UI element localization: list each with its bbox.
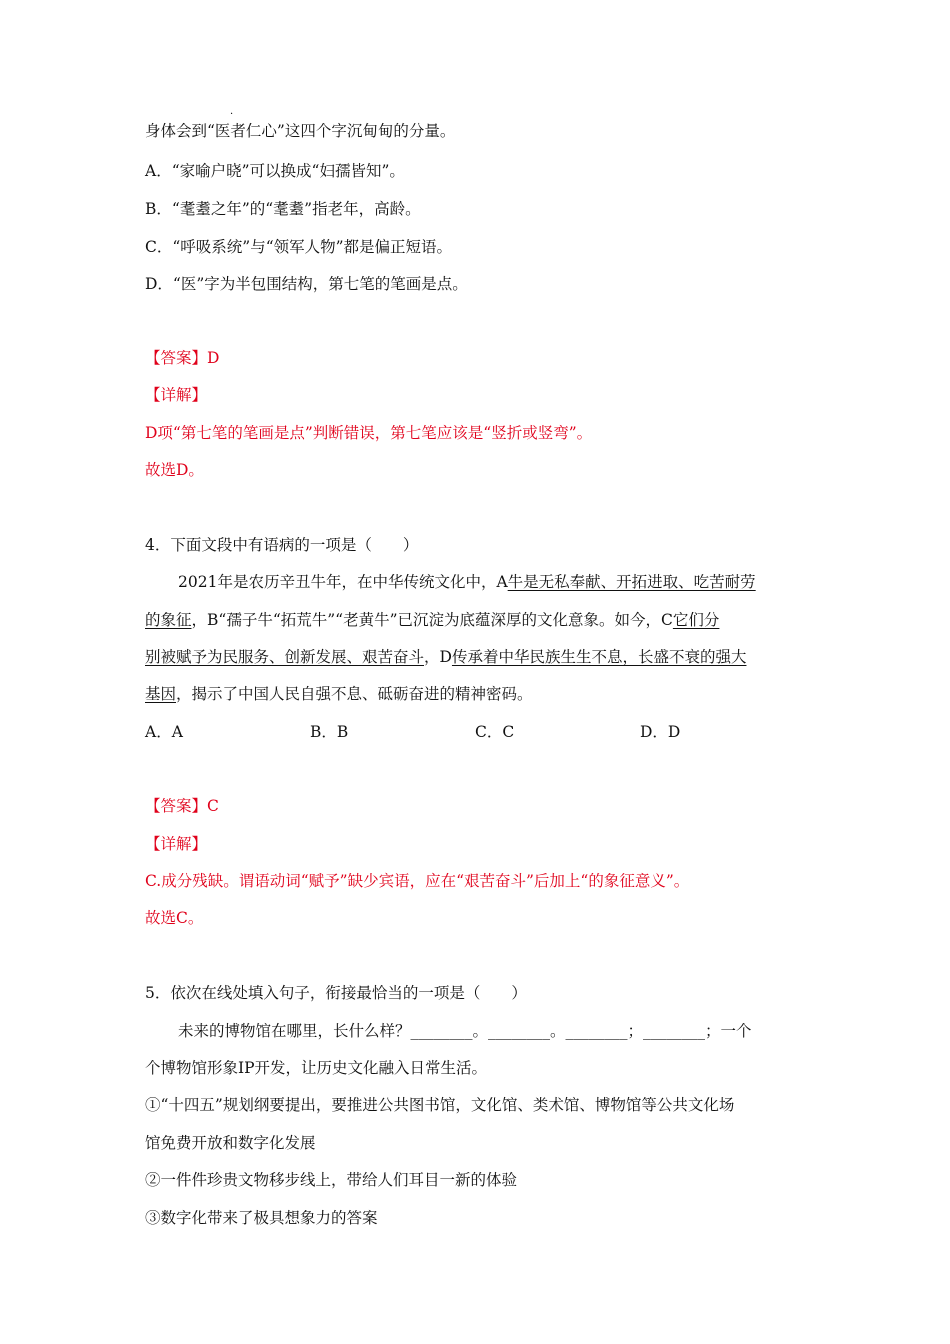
q4-detail-line-2: 故选C。 — [145, 909, 204, 927]
q3-option-a: A．“家喻户晓”可以换成“妇孺皆知”。 — [145, 162, 405, 180]
q5-item-3: ③数字化带来了极具想象力的答案 — [145, 1209, 378, 1227]
q3-stem-tail: 身体会到“医者仁心”这四个字沉甸甸的分量。 — [145, 122, 456, 140]
q4-underlined-a: 牛是无私奉献、开拓进取、吃苦耐劳 — [507, 573, 756, 591]
q4-passage-line-4 — [145, 683, 533, 705]
q5-passage-line-1: 未来的博物馆在哪里，长什么样？________。________。________；________；一个 — [178, 1022, 752, 1040]
q4-option-b: B．B — [310, 723, 349, 741]
q4-text: 2021年是农历辛丑牛年，在中华传统文化中，A — [178, 573, 508, 591]
q4-text: ，B“孺子牛“拓荒牛”“老黄牛”已沉淀为底蕴深厚的文化意象。如今，C — [191, 611, 673, 629]
q5-passage-line-2: 个博物馆形象IP开发，让历史文化融入日常生活。 — [145, 1059, 488, 1077]
q4-underlined-c: 它们分 — [672, 611, 720, 629]
q4-stem: 4．下面文段中有语病的一项是（ ） — [145, 536, 419, 554]
q4-option-c: C．C — [475, 723, 515, 741]
q3-option-c: C．“呼吸系统”与“领军人物”都是偏正短语。 — [145, 238, 453, 256]
emphasis-dot: · — [230, 109, 234, 120]
q4-answer: 【答案】C — [145, 797, 219, 815]
q5-item-1: ①“十四五”规划纲要提出，要推进公共图书馆，文化馆、类术馆、博物馆等公共文化场 — [145, 1096, 735, 1114]
q3-option-d: D．“医”字为半包围结构，第七笔的笔画是点。 — [145, 275, 468, 293]
q3-detail-line-2: 故选D。 — [145, 461, 204, 479]
q4-passage-line-2 — [145, 609, 719, 631]
q4-underlined-d: 传承着中华民族生生不息，长盛不衰的强大 — [451, 648, 747, 666]
q4-underlined-a-end: 的象征 — [145, 611, 192, 629]
q3-detail-label: 【详解】 — [145, 386, 208, 404]
q4-option-a: A．A — [145, 723, 183, 741]
q5-stem: 5．依次在线处填入句子，衔接最恰当的一项是（ ） — [145, 984, 527, 1002]
q4-detail-line-1: C.成分残缺。谓语动词“赋予”缺少宾语，应在“艰苦奋斗”后加上“的象征意义”。 — [145, 872, 690, 890]
q4-passage-line-1 — [178, 571, 756, 593]
q4-option-d: D．D — [640, 723, 681, 741]
q4-underlined-c-end: 别被赋予为民服务、创新发展、艰苦奋斗 — [145, 648, 425, 666]
q3-detail-line-1: D项“第七笔的笔画是点”判断错误，第七笔应该是“竖折或竖弯”。 — [145, 424, 593, 442]
q4-detail-label: 【详解】 — [145, 835, 208, 853]
q3-option-b: B．“耄耋之年”的“耄耋”指老年，高龄。 — [145, 200, 421, 218]
q4-text: ，揭示了中国人民自强不息、砥砺奋进的精神密码。 — [176, 685, 533, 703]
q4-underlined-d-end: 基因 — [145, 685, 177, 703]
q5-item-1-cont: 馆免费开放和数字化发展 — [145, 1134, 316, 1152]
q3-answer: 【答案】D — [145, 349, 220, 367]
q5-item-2: ②一件件珍贵文物移步线上，带给人们耳目一新的体验 — [145, 1171, 518, 1189]
q4-passage-line-3 — [145, 646, 746, 668]
q4-text: ，D — [424, 648, 452, 666]
